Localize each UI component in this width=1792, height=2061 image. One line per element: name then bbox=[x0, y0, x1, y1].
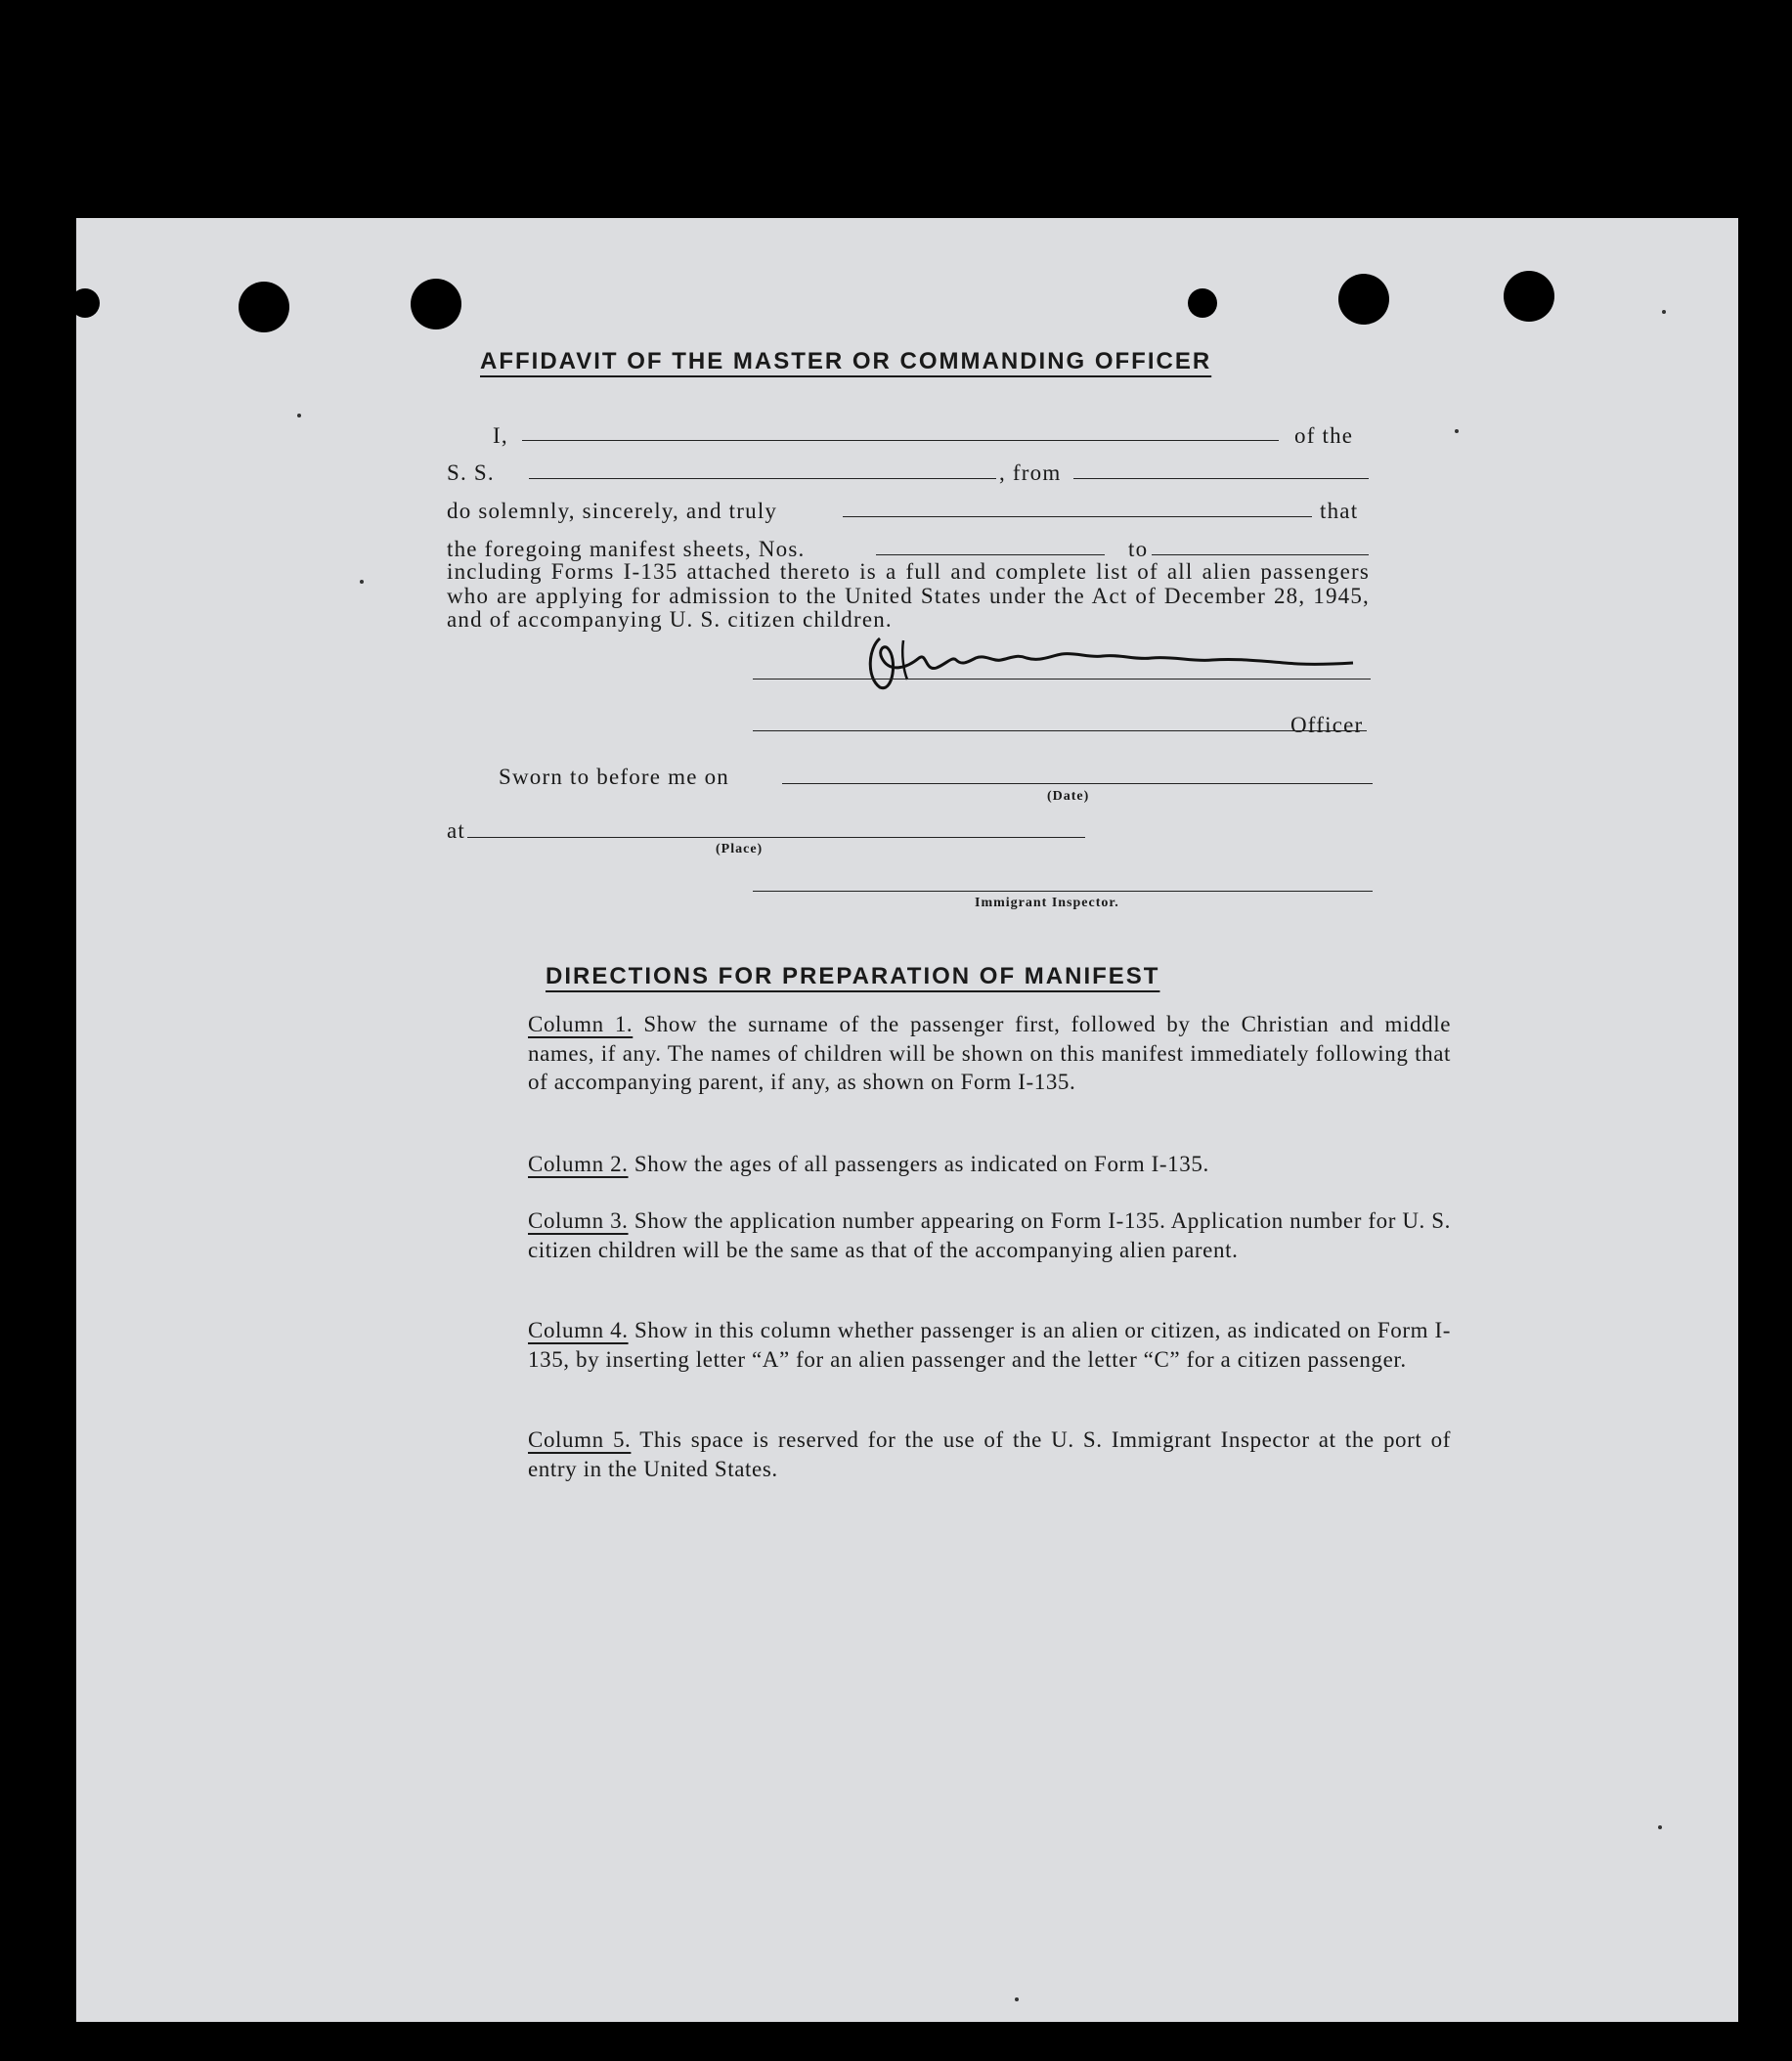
punch-hole bbox=[1338, 274, 1389, 325]
declare-blank bbox=[843, 516, 1312, 517]
punch-hole bbox=[1188, 288, 1217, 318]
punch-hole bbox=[411, 279, 461, 329]
affidavit-body: including Forms I-135 attached thereto is a full and complete list of all alien passengers who are applying for admission to the United States under the Act of December 28, 1945, and of accompanying U. S. citizen children. bbox=[447, 559, 1370, 632]
column-text: Show the ages of all passengers as indicated on Form I-135. bbox=[634, 1152, 1209, 1176]
affidavit-title: AFFIDAVIT OF THE MASTER OR COMMANDING OFFICER bbox=[480, 348, 1212, 374]
speck bbox=[360, 580, 364, 584]
signature-line bbox=[753, 679, 1371, 680]
speck bbox=[1015, 1997, 1019, 2001]
column-label: Column 1. bbox=[528, 1012, 634, 1036]
ship-blank bbox=[529, 478, 996, 479]
name-blank bbox=[522, 440, 1279, 441]
inspector-signature-line bbox=[753, 891, 1373, 892]
speck bbox=[1662, 310, 1666, 314]
column-text: Show the application number appearing on Form I-135. Application number for U. S. citizen children will be the same as that of the accompanying alien parent. bbox=[528, 1208, 1451, 1262]
column-text: Show in this column whether passenger is an alien or citizen, as indicated on Form I-135, by inserting letter “A” for an alien passenger and the letter “C” for a citizen passenger. bbox=[528, 1318, 1452, 1372]
line4-mid: to bbox=[1128, 537, 1149, 561]
column-label: Column 2. bbox=[528, 1152, 629, 1176]
line3-start: do solemnly, sincerely, and truly bbox=[447, 499, 778, 523]
direction-item bbox=[528, 1010, 1451, 1097]
officer-label: Officer bbox=[1290, 713, 1364, 737]
line4-start: the foregoing manifest sheets, Nos. bbox=[447, 537, 806, 561]
punch-hole bbox=[1504, 271, 1554, 322]
column-text: Show the surname of the passenger first, followed by the Christian and middle names, if any. The names of children will be shown on this manifest immediately following that of accompanying parent, if any, as shown on Form I-135. bbox=[528, 1012, 1451, 1094]
at-label: at bbox=[447, 818, 465, 843]
place-caption: (Place) bbox=[716, 842, 764, 856]
directions-title: DIRECTIONS FOR PREPARATION OF MANIFEST bbox=[546, 963, 1160, 989]
direction-item bbox=[528, 1150, 1451, 1179]
direction-item bbox=[528, 1425, 1451, 1483]
punch-hole bbox=[239, 282, 289, 332]
line1-end: of the bbox=[1294, 423, 1354, 448]
document-page bbox=[76, 218, 1738, 2022]
column-text: This space is reserved for the use of the U. S. Immigrant Inspector at the port of entry in the United States. bbox=[528, 1427, 1451, 1481]
punch-hole bbox=[70, 288, 100, 318]
sworn-label: Sworn to before me on bbox=[499, 765, 729, 789]
from-blank bbox=[1073, 478, 1369, 479]
direction-item bbox=[528, 1206, 1451, 1264]
signature-image bbox=[809, 619, 1357, 697]
column-label: Column 3. bbox=[528, 1208, 629, 1233]
speck bbox=[1658, 1825, 1662, 1829]
date-blank bbox=[782, 783, 1373, 784]
officer-blank bbox=[753, 730, 1367, 731]
inspector-caption: Immigrant Inspector. bbox=[975, 896, 1119, 910]
nos-to-blank bbox=[1152, 554, 1369, 555]
line2-start: S. S. bbox=[447, 460, 495, 485]
date-caption: (Date) bbox=[1047, 789, 1090, 804]
line3-end: that bbox=[1320, 499, 1359, 523]
line2-mid: , from bbox=[999, 460, 1062, 485]
nos-from-blank bbox=[876, 554, 1105, 555]
line1-start: I, bbox=[493, 423, 508, 448]
place-blank bbox=[467, 837, 1085, 838]
speck bbox=[1455, 429, 1459, 433]
speck bbox=[297, 414, 301, 417]
direction-item bbox=[528, 1316, 1451, 1374]
column-label: Column 4. bbox=[528, 1318, 629, 1342]
column-label: Column 5. bbox=[528, 1427, 632, 1452]
